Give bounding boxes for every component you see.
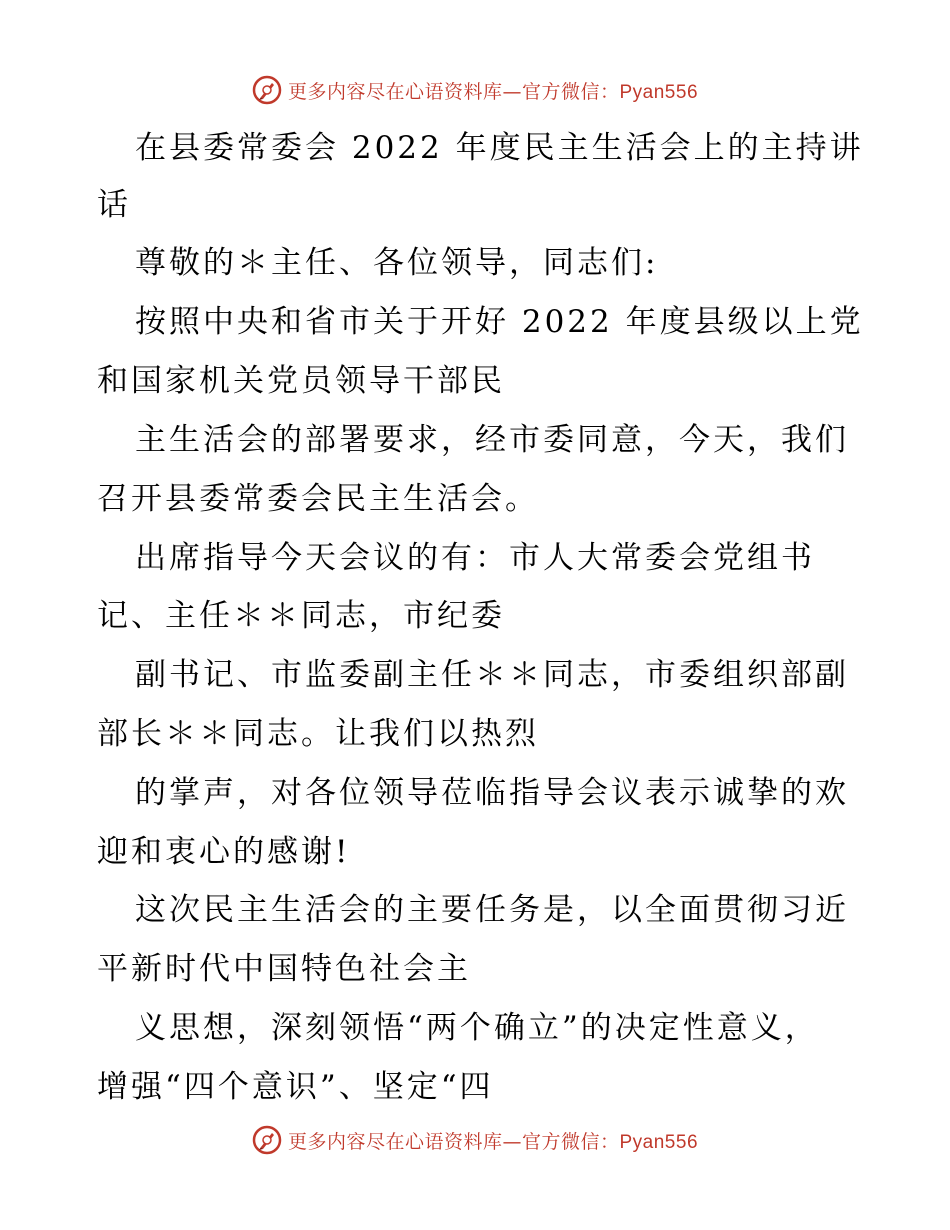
footer-banner xyxy=(0,1120,950,1160)
doc-line: 义思想，深刻领悟“两个确立”的决定性意义， xyxy=(135,1010,819,1046)
banner-separator: — xyxy=(502,80,522,103)
doc-line: 增强“四个意识”、坚定“四 xyxy=(97,1069,494,1105)
banner-title: 更多内容尽在心语资料库 xyxy=(287,80,503,103)
doc-line: 平新时代中国特色社会主 xyxy=(97,951,471,987)
banner-account: Pyan556 xyxy=(619,81,699,103)
doc-line: 按照中央和省市关于开好 2022 年度县级以上党 xyxy=(135,304,864,340)
banner-suffix: 官方微信： xyxy=(521,1130,620,1153)
doc-line: 召开县委常委会民主生活会。 xyxy=(97,481,539,517)
banner-account: Pyan556 xyxy=(619,1131,699,1153)
banner-title: 更多内容尽在心语资料库 xyxy=(287,1130,503,1153)
doc-line: 在县委常委会 2022 年度民主生活会上的主持讲 xyxy=(135,130,864,166)
doc-line: 这次民主生活会的主要任务是，以全面贯彻习近 xyxy=(135,892,849,928)
doc-line: 出席指导今天会议的有：市人大常委会党组书 xyxy=(135,540,815,576)
doc-line: 迎和衷心的感谢! xyxy=(97,834,351,870)
doc-line: 话 xyxy=(97,187,131,223)
quill-logo-icon xyxy=(252,1125,282,1155)
doc-line: 副书记、市监委副主任＊＊同志，市委组织部副 xyxy=(135,657,849,693)
doc-line: 部长＊＊同志。让我们以热烈 xyxy=(97,716,539,752)
banner-separator: — xyxy=(502,1130,522,1153)
doc-line: 主生活会的部署要求，经市委同意，今天，我们 xyxy=(135,422,849,458)
banner-text xyxy=(288,1127,698,1154)
banner-suffix: 官方微信： xyxy=(521,80,620,103)
doc-line: 记、主任＊＊同志，市纪委 xyxy=(97,598,505,634)
doc-line: 和国家机关党员领导干部民 xyxy=(97,363,505,399)
doc-line: 的掌声，对各位领导莅临指导会议表示诚挚的欢 xyxy=(135,775,849,811)
doc-line: 尊敬的＊主任、各位领导，同志们: xyxy=(135,245,659,281)
